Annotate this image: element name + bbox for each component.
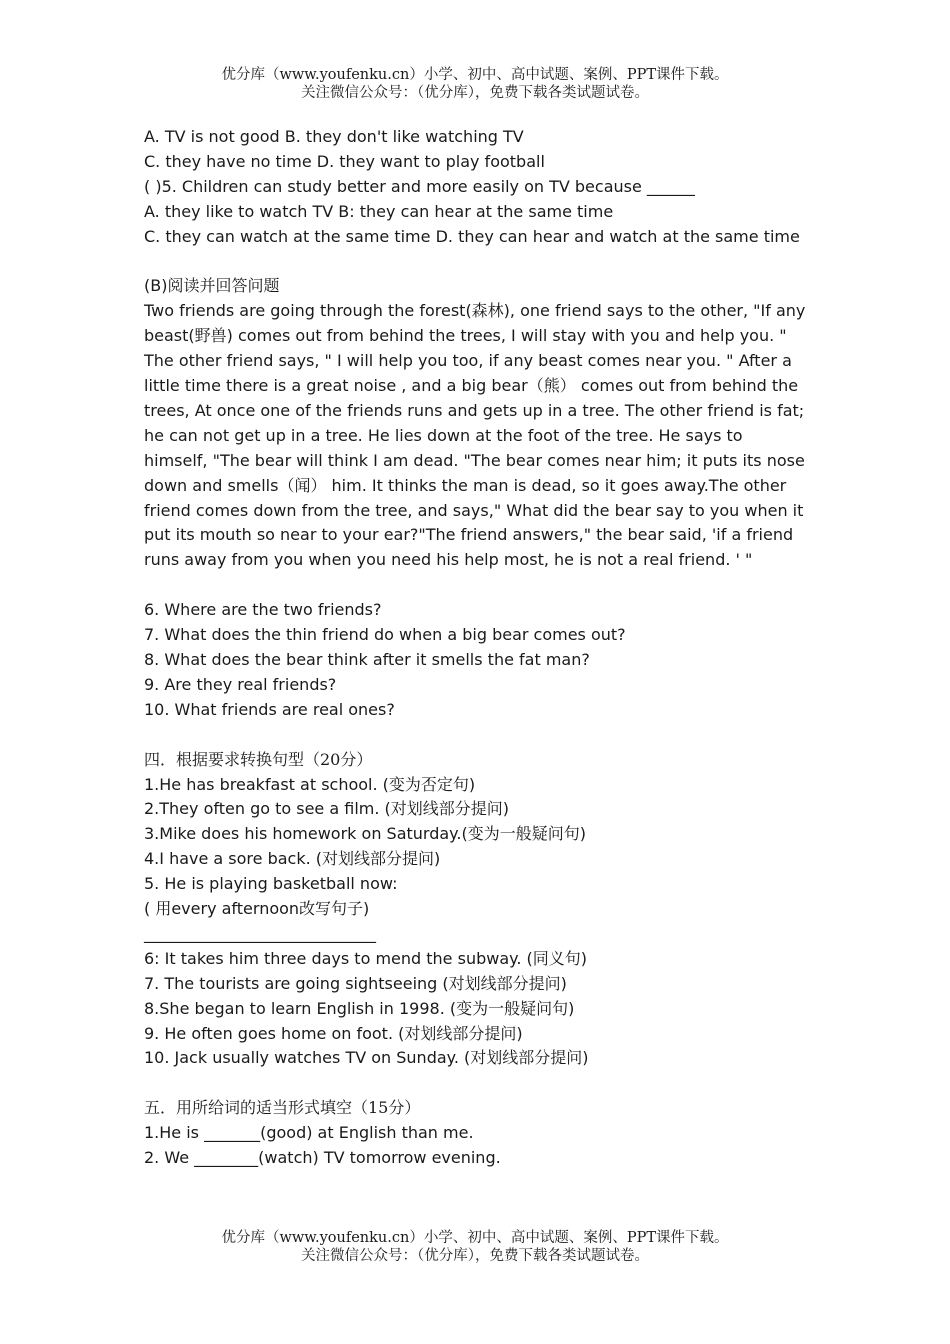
- page-footer: [0, 1229, 950, 1265]
- reading-question: 8. What does the bear think after it smells the fat man?: [144, 650, 590, 669]
- transform-item: 5. He is playing basketball now:: [144, 874, 398, 894]
- transform-item: ( 用every afternoon改写句子): [144, 899, 370, 919]
- reading-question: 9. Are they real friends?: [144, 674, 337, 694]
- option-line: C. they have no time D. they want to play football: [144, 151, 545, 171]
- footer-line-2: 关注微信公众号：（优分库），免费下载各类试题试卷。: [301, 1248, 649, 1264]
- section-4-heading: 四．根据要求转换句型（20分）: [144, 749, 373, 769]
- transform-item: 4.I have a sore back. (对划线部分提问): [144, 849, 441, 869]
- header-line-1: 优分库（www.youfenku.cn）小学、初中、高中试题、案例、PPT课件下载。: [221, 67, 729, 83]
- reading-question: 6. Where are the two friends?: [144, 600, 382, 620]
- transform-item: 7. The tourists are going sightseeing (对划线部分提问): [144, 973, 567, 993]
- transform-item: 9. He often goes home on foot. (对划线部分提问): [144, 1023, 523, 1043]
- spacer: [144, 1071, 809, 1096]
- spacer: [144, 250, 809, 275]
- spacer: [144, 573, 809, 598]
- footer-line-1: 优分库（www.youfenku.cn）小学、初中、高中试题、案例、PPT课件下载。: [221, 1230, 729, 1246]
- transform-item: 6: It takes him three days to mend the subway. (同义句): [144, 948, 587, 968]
- question-5: ( )5. Children can study better and more easily on TV because ______: [144, 176, 695, 196]
- answer-blank: _____________________________: [144, 923, 376, 943]
- transform-item: 2.They often go to see a film. (对划线部分提问): [144, 799, 510, 819]
- option-line: A. TV is not good B. they don't like watching TV: [144, 127, 524, 146]
- reading-passage: Two friends are going through the forest(森林), one friend says to the other, "If any beast(野兽) comes out from behind the trees, I will stay with you and help you. " The other friend says, " I will help you too, if any beast comes near you. " After a little time there is a great noise , and a big bear（熊） comes out from behind the trees, At once one of the friends runs and gets up in a tree. The other friend is fat; he can not get up in a tree. He lies down at the foot of the tree. He says to himself, "The bear will think I am dead. "The bear comes near him; it puts its nose down and smells（闻） him. It thinks the man is dead, so it goes away.The other friend comes down from the tree, and says," What did the bear say to you when it put its mouth so near to your ear?"The friend answers," the bear said, 'if a friend runs away from you when you need his help most, he is not a real friend. ' ": [144, 301, 806, 570]
- option-line: A. they like to watch TV B: they can hear at the same time: [144, 201, 614, 221]
- transform-item: 8.She began to learn English in 1998. (变为一般疑问句): [144, 998, 575, 1018]
- option-line: C. they can watch at the same time D. they can hear and watch at the same time: [144, 226, 800, 246]
- section-5-heading: 五．用所给词的适当形式填空（15分）: [144, 1098, 421, 1118]
- reading-question: 7. What does the thin friend do when a big bear comes out?: [144, 625, 626, 645]
- reading-question: 10. What friends are real ones?: [144, 699, 395, 719]
- header-line-2: 关注微信公众号：（优分库），免费下载各类试题试卷。: [301, 85, 649, 101]
- page-header: [0, 66, 950, 102]
- fill-item: 1.He is _______(good) at English than me.: [144, 1123, 474, 1143]
- fill-item: 2. We ________(watch) TV tomorrow evening.: [144, 1148, 501, 1168]
- transform-item: 10. Jack usually watches TV on Sunday. (对划线部分提问): [144, 1048, 589, 1068]
- transform-item: 3.Mike does his homework on Saturday.(变为一般疑问句): [144, 824, 586, 844]
- section-b-heading: (B)阅读并回答问题: [144, 276, 280, 296]
- document-body: [144, 125, 809, 1171]
- spacer: [144, 723, 809, 748]
- transform-item: 1.He has breakfast at school. (变为否定句): [144, 774, 476, 794]
